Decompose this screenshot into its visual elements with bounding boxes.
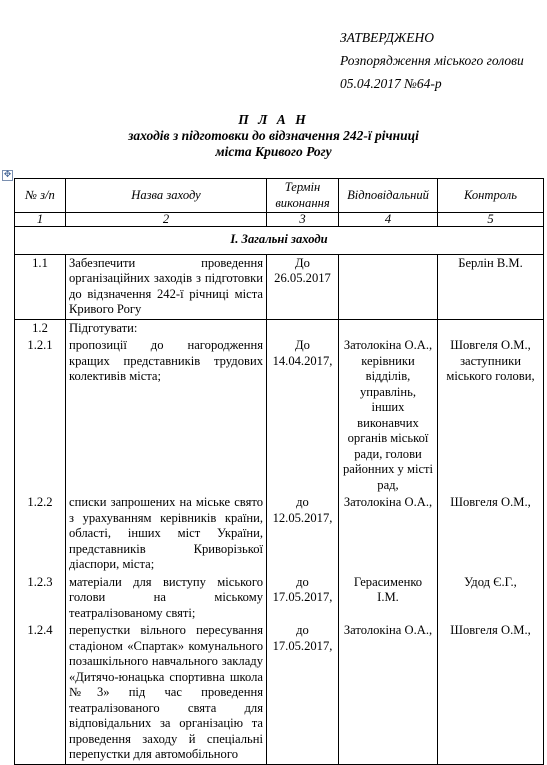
approval-date: 05.04.2017 №64-р — [340, 76, 442, 91]
section-row — [15, 227, 544, 255]
row-term: До 14.04.2017, — [267, 337, 339, 494]
row-control: Шовгеля О.М., — [438, 494, 544, 574]
row-name: Підготувати: — [66, 319, 267, 337]
row-responsible: Затолокіна О.А., керівники відділів, управлінь, інших виконавчих органів міської ради, голови районних у місті рад, — [339, 337, 438, 494]
row-control: Шовгеля О.М., заступники міського голови, — [438, 337, 544, 494]
row-name: пропозиції до нагородження кращих представників трудових колективів міста; — [66, 337, 267, 494]
column-number-row — [15, 213, 544, 227]
header-name: Назва заходу — [66, 179, 267, 213]
row-number: 1.2 — [15, 319, 66, 337]
row-name: Забезпечити проведення організаційних заходів з підготовки до відзначення 242-ї річниці міста Кривого Рогу — [66, 254, 267, 319]
row-responsible — [339, 254, 438, 319]
column-number: 2 — [66, 213, 267, 227]
table-row — [15, 622, 544, 764]
plan-table — [14, 178, 544, 765]
table-row — [15, 494, 544, 574]
column-number: 4 — [339, 213, 438, 227]
row-name: матеріали для виступу міського голови на міському театралізованому святі; — [66, 574, 267, 623]
row-control: Берлін В.М. — [438, 254, 544, 319]
title-subject: заходів з підготовки до відзначення 242-ї річниці — [128, 128, 419, 143]
row-responsible — [339, 319, 438, 337]
row-name: списки запрошених на міське свято з урахуванням керівників країни, області, інших міст України, представників Криворізької діаспори, міста; — [66, 494, 267, 574]
header-number: № з/п — [15, 179, 66, 213]
section-title: І. Загальні заходи — [15, 227, 544, 255]
column-number: 1 — [15, 213, 66, 227]
table-move-handle-icon[interactable]: ✥ — [3, 170, 12, 180]
row-number: 1.2.2 — [15, 494, 66, 574]
row-control: Удод Є.Г., — [438, 574, 544, 623]
header-term: Термін виконання — [267, 179, 339, 213]
table-row — [15, 254, 544, 319]
title-city: міста Кривого Рогу — [215, 144, 332, 159]
row-responsible: Затолокіна О.А., — [339, 622, 438, 764]
table-row — [15, 337, 544, 494]
column-number: 3 — [267, 213, 339, 227]
row-responsible: Герасименко І.М. — [339, 574, 438, 623]
document-title — [0, 112, 547, 160]
row-responsible: Затолокіна О.А., — [339, 494, 438, 574]
header-control: Контроль — [438, 179, 544, 213]
row-name: перепустки вільного пересування стадіоном «Спартак» комунального позашкільного навчального закладу «Дитячо-юнацька спортивна школа №3» під час проведення театралізованого свята для відповідальних за організацію та проведення заходу й спеціальні перепустки для автомобільного — [66, 622, 267, 764]
row-term — [267, 319, 339, 337]
row-number: 1.2.3 — [15, 574, 66, 623]
row-number: 1.1 — [15, 254, 66, 319]
row-term: до 12.05.2017, — [267, 494, 339, 574]
row-number: 1.2.1 — [15, 337, 66, 494]
approval-stamp — [340, 26, 524, 95]
row-control — [438, 319, 544, 337]
row-control: Шовгеля О.М., — [438, 622, 544, 764]
table-row — [15, 319, 544, 337]
header-responsible: Відповідальний — [339, 179, 438, 213]
row-term: До 26.05.2017 — [267, 254, 339, 319]
approval-authority: Розпорядження міського голови — [340, 53, 524, 68]
column-number: 5 — [438, 213, 544, 227]
row-number: 1.2.4 — [15, 622, 66, 764]
approval-title: ЗАТВЕРДЖЕНО — [340, 30, 435, 45]
row-term: до 17.05.2017, — [267, 574, 339, 623]
table-row — [15, 574, 544, 623]
row-term: до 17.05.2017, — [267, 622, 339, 764]
title-plan: П Л А Н — [238, 112, 309, 127]
table-header-row — [15, 179, 544, 213]
